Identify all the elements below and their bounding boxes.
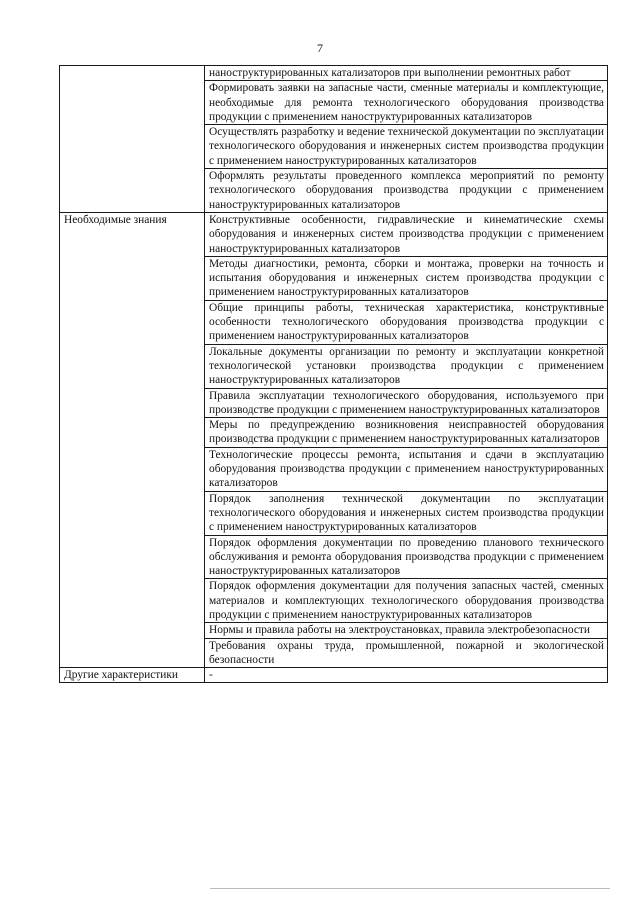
row-text: Конструктивные особенности, гидравлические и кинематические схемы оборудования и инженерных систем производства продукции с применением наноструктурированных катализаторов: [205, 212, 608, 256]
row-label: [60, 66, 205, 213]
row-text: Локальные документы организации по ремонту и эксплуатации конкретной технологической установки производства продукции с применением наноструктурированных катализаторов: [205, 344, 608, 388]
row-text: Методы диагностики, ремонта, сборки и монтажа, проверки на точность и испытания оборудования и инженерных систем производства продукции с применением наноструктурированных катализаторов: [205, 256, 608, 300]
table-row: [60, 66, 608, 81]
row-text: -: [205, 668, 608, 683]
table-row: [60, 212, 608, 256]
row-text: Общие принципы работы, техническая характеристика, конструктивные особенности технологического оборудования производства продукции с применением наноструктурированных катализаторов: [205, 300, 608, 344]
qualification-table: [59, 65, 608, 683]
row-text: Порядок оформления документации по проведению планового технического обслуживания и ремонта оборудования производства продукции с применением наноструктурированных катализаторов: [205, 535, 608, 579]
row-label-knowledge: Необходимые знания: [60, 212, 205, 667]
row-text: Порядок заполнения технической документации по эксплуатации технологического оборудования и инженерных систем производства продукции с применением наноструктурированных катализаторов: [205, 491, 608, 535]
table-row: [60, 668, 608, 683]
row-text: Формировать заявки на запасные части, сменные материалы и комплектующие, необходимые для ремонта технологического оборудования производства продукции с применением наноструктурированных катализаторов: [205, 81, 608, 125]
row-label-other: Другие характеристики: [60, 668, 205, 683]
page-number: 7: [317, 41, 323, 55]
row-text: Осуществлять разработку и ведение технической документации по эксплуатации технологического оборудования и инженерных систем производства продукции с применением наноструктурированных катализаторов: [205, 125, 608, 169]
row-text: Нормы и правила работы на электроустановках, правила электробезопасности: [205, 623, 608, 638]
row-text: Технологические процессы ремонта, испытания и сдачи в эксплуатацию оборудования производства продукции с применением наноструктурированных катализаторов: [205, 447, 608, 491]
row-text: наноструктурированных катализаторов при выполнении ремонтных работ: [205, 66, 608, 81]
page-bottom-divider: [210, 888, 610, 889]
row-text: Требования охраны труда, промышленной, пожарной и экологической безопасности: [205, 638, 608, 668]
row-text: Меры по предупреждению возникновения неисправностей оборудования производства продукции с применением наноструктурированных катализаторов: [205, 418, 608, 448]
row-text: Порядок оформления документации для получения запасных частей, сменных материалов и комплектующих технологического оборудования производства продукции с применением наноструктурированных катализаторов: [205, 579, 608, 623]
row-text: Оформлять результаты проведенного комплекса мероприятий по ремонту технологического оборудования производства продукции с применением наноструктурированных катализаторов: [205, 169, 608, 213]
row-text: Правила эксплуатации технологического оборудования, используемого при производстве продукции с применением наноструктурированных катализаторов: [205, 388, 608, 418]
